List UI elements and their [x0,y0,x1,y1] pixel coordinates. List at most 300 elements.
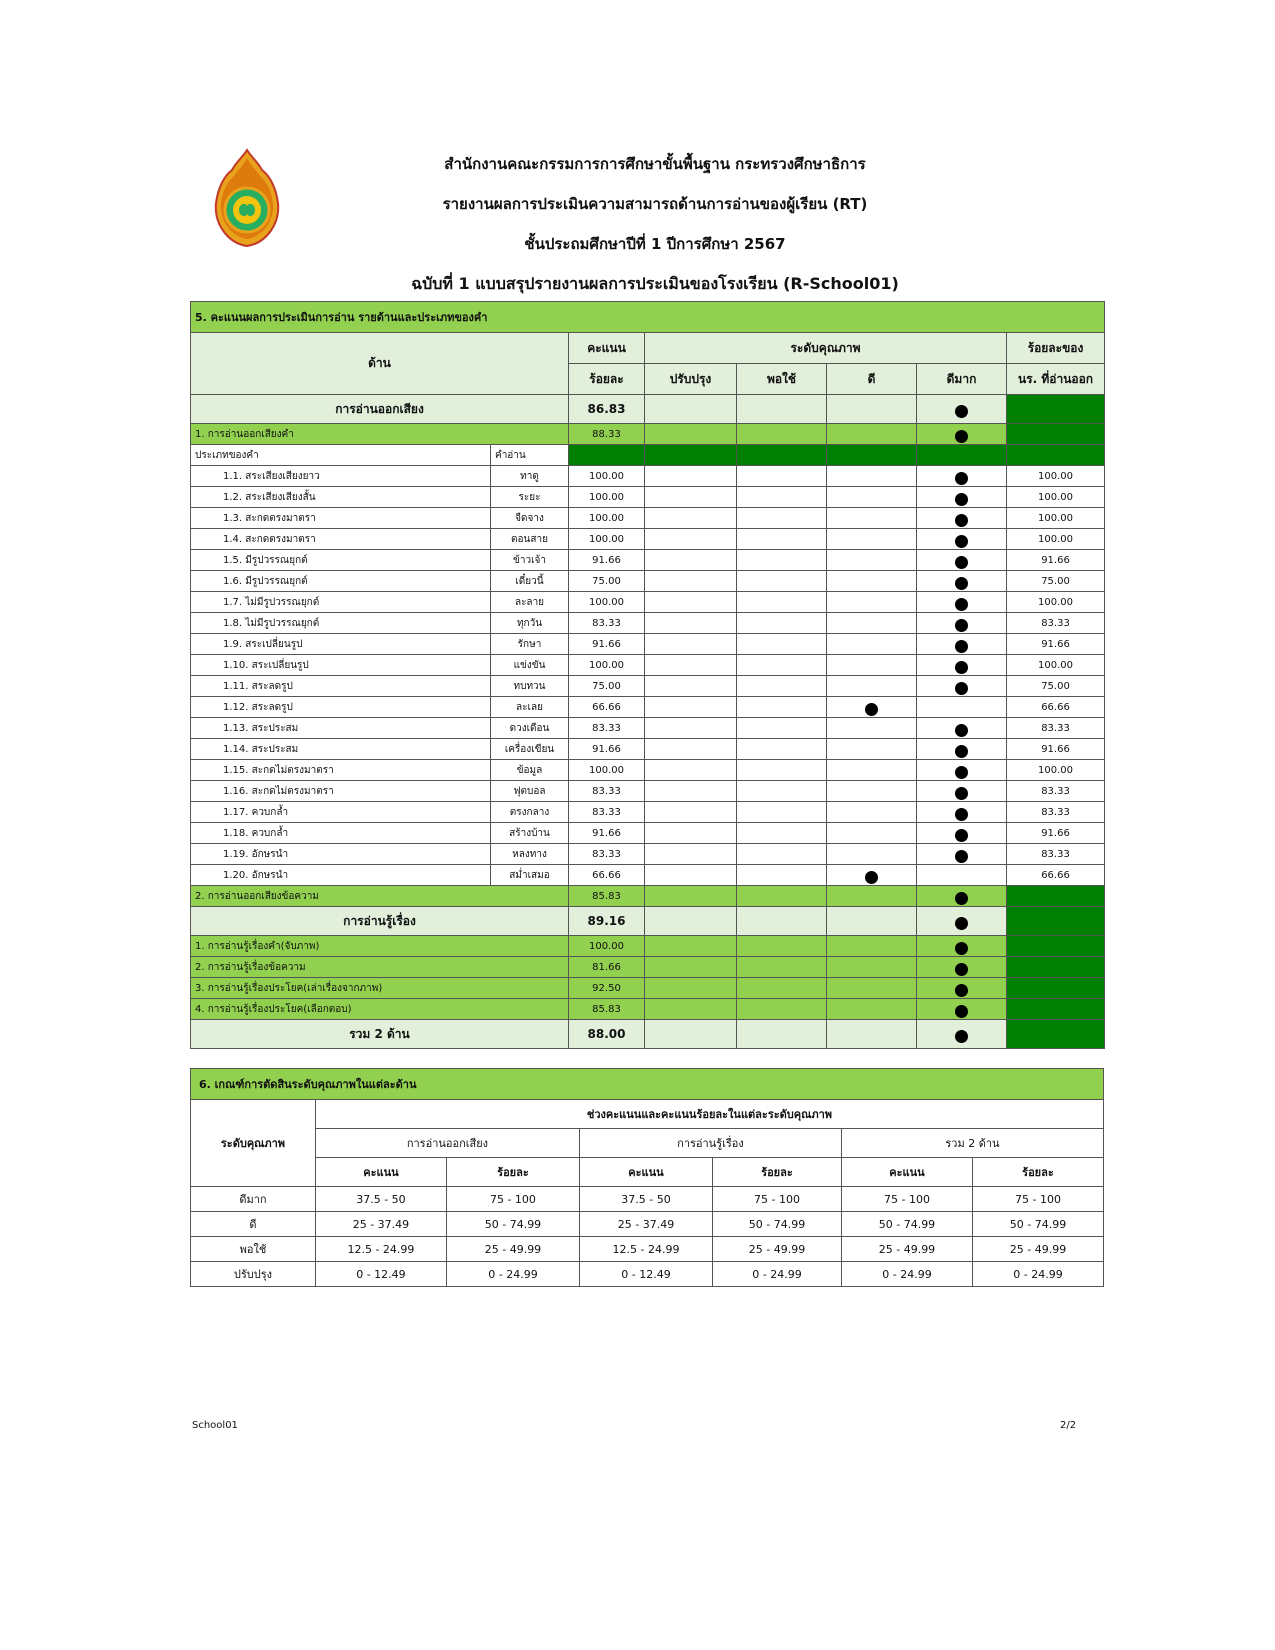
word-level-cell [737,781,827,802]
comp-item-row-level-cell [645,957,737,978]
comp-item-row-score: 81.66 [569,957,645,978]
oral-text-row-level-cell [827,886,917,907]
word-level-cell [645,466,737,487]
criteria-row [191,1187,1104,1212]
word-level-cell [917,739,1007,760]
word-level-cell [917,508,1007,529]
comp-item-row-score: 85.83 [569,999,645,1020]
word-pct: 83.33 [1007,802,1105,823]
word-level-cell [737,634,827,655]
word-level-cell [917,571,1007,592]
word-level-cell [827,844,917,865]
comp-item-row-level-cell [917,936,1007,957]
oral-text-row-level-cell [645,886,737,907]
word-type: 1.19. อักษรนำ [191,844,491,865]
word-score: 91.66 [569,550,645,571]
word-level-cell [645,487,737,508]
level-marker-dot [955,556,968,569]
word-score: 100.00 [569,508,645,529]
word-level-cell [737,613,827,634]
level-marker-dot [955,598,968,611]
word-score: 91.66 [569,739,645,760]
word-level-cell [645,865,737,886]
level-marker-dot [955,892,968,905]
word-level-cell [827,613,917,634]
word-level-cell [737,571,827,592]
level-marker-dot [865,871,878,884]
criteria-level: ปรับปรุง [191,1262,316,1287]
level-marker-dot [955,430,968,443]
word-level-cell [645,844,737,865]
comp-summary-row-level-cell [645,907,737,936]
word-level-cell [917,781,1007,802]
word-type: 1.14. สระประสม [191,739,491,760]
comp-item-row-score: 100.00 [569,936,645,957]
word-level-cell [917,865,1007,886]
word-row [191,655,1105,676]
criteria-range: 25 - 49.99 [972,1237,1103,1262]
word-level-cell [737,529,827,550]
total-row-score: 88.00 [569,1020,645,1049]
criteria-range: 0 - 24.99 [972,1262,1103,1287]
level-marker-dot [955,745,968,758]
criteria-range: 12.5 - 24.99 [579,1237,712,1262]
word-text: ละเลย [491,697,569,718]
crit-group-total: รวม 2 ด้าน [841,1129,1103,1158]
total-row-pct [1007,1020,1105,1049]
word-level-cell [827,634,917,655]
word-level-cell [645,781,737,802]
level-marker-dot [955,1030,968,1043]
criteria-range: 25 - 49.99 [446,1237,579,1262]
word-level-cell [737,865,827,886]
oral-words-row-pct [1007,424,1105,445]
word-pct: 100.00 [1007,760,1105,781]
word-text: สร้างบ้าน [491,823,569,844]
criteria-row [191,1212,1104,1237]
word-level-cell [917,844,1007,865]
word-level-cell [827,487,917,508]
col-pct-subheader: นร. ที่อ่านออก [1007,364,1105,395]
level-marker-dot [955,682,968,695]
word-type: 1.16. สะกดไม่ตรงมาตรา [191,781,491,802]
word-level-cell [917,823,1007,844]
word-score: 83.33 [569,613,645,634]
crit-sub-score: คะแนน [841,1158,972,1187]
word-text: ทบทวน [491,676,569,697]
comp-item-row-pct [1007,936,1105,957]
comp-item-row-label: 1. การอ่านรู้เรื่องคำ(จับภาพ) [191,936,569,957]
comp-item-row-pct [1007,999,1105,1020]
criteria-range: 25 - 49.99 [841,1237,972,1262]
comp-item-row-level-cell [827,957,917,978]
footer-school-code: School01 [192,1420,238,1431]
word-level-cell [737,802,827,823]
criteria-table [190,1068,1104,1287]
word-level-cell [737,760,827,781]
section5-title: 5. คะแนนผลการประเมินการอ่าน รายด้านและประเภทของคำ [191,302,1105,333]
word-type: 1.8. ไม่มีรูปวรรณยุกต์ [191,613,491,634]
comp-item-row-level-cell [737,999,827,1020]
word-level-cell [737,655,827,676]
criteria-row [191,1237,1104,1262]
word-text: ข้อมูล [491,760,569,781]
criteria-range: 12.5 - 24.99 [315,1237,446,1262]
word-text: สม่ำเสมอ [491,865,569,886]
word-type: 1.5. มีรูปวรรณยุกต์ [191,550,491,571]
comp-item-row-level-cell [917,978,1007,999]
word-type: 1.13. สระประสม [191,718,491,739]
level-marker-dot [955,405,968,418]
oral-words-row-level-cell [645,424,737,445]
word-level-cell [737,550,827,571]
word-level-cell [827,529,917,550]
crit-range-header: ช่วงคะแนนและคะแนนร้อยละในแต่ละระดับคุณภาพ [315,1100,1103,1129]
criteria-range: 25 - 37.49 [315,1212,446,1237]
level-marker-dot [955,577,968,590]
oral-summary-row-level-cell [827,395,917,424]
crit-sub-score: คะแนน [579,1158,712,1187]
criteria-range: 25 - 49.99 [712,1237,841,1262]
word-row [191,592,1105,613]
word-level-cell [737,823,827,844]
oral-text-row-level-cell [917,886,1007,907]
word-level-cell [645,760,737,781]
word-level-cell [827,697,917,718]
word-row [191,613,1105,634]
word-header-fill [645,445,737,466]
word-type: 1.12. สระลดรูป [191,697,491,718]
header-grade-year: ชั้นประถมศึกษาปีที่ 1 ปีการศึกษา 2567 [524,235,786,253]
word-text: ทาดู [491,466,569,487]
word-text: ระยะ [491,487,569,508]
word-type: 1.10. สระเปลี่ยนรูป [191,655,491,676]
col-level-excellent: ดีมาก [917,364,1007,395]
reading-score-table [190,301,1105,1049]
word-level-cell [917,613,1007,634]
level-marker-dot [955,661,968,674]
word-row [191,634,1105,655]
word-pct: 91.66 [1007,634,1105,655]
criteria-range: 0 - 24.99 [841,1262,972,1287]
comp-item-row-level-cell [917,999,1007,1020]
level-marker-dot [955,808,968,821]
word-score: 83.33 [569,802,645,823]
comp-summary-row-pct [1007,907,1105,936]
word-type-label: ประเภทของคำ [191,445,491,466]
word-level-cell [737,739,827,760]
word-level-cell [917,487,1007,508]
word-level-cell [737,718,827,739]
comp-item-row [191,999,1105,1020]
criteria-range: 75 - 100 [712,1187,841,1212]
level-marker-dot [955,829,968,842]
comp-item-row-label: 4. การอ่านรู้เรื่องประโยค(เลือกตอบ) [191,999,569,1020]
comp-item-row-level-cell [645,999,737,1020]
level-marker-dot [955,619,968,632]
word-level-cell [645,802,737,823]
word-pct: 83.33 [1007,844,1105,865]
word-text: เครื่องเขียน [491,739,569,760]
word-level-cell [917,676,1007,697]
word-level-cell [917,655,1007,676]
word-level-cell [827,508,917,529]
word-level-cell [827,739,917,760]
comp-summary-row-level-cell [737,907,827,936]
word-row [191,760,1105,781]
comp-item-row-level-cell [827,999,917,1020]
word-pct: 83.33 [1007,613,1105,634]
section6-title: 6. เกณฑ์การตัดสินระดับคุณภาพในแต่ละด้าน [191,1069,1104,1100]
oral-text-row [191,886,1105,907]
header-form-title: ฉบับที่ 1 แบบสรุปรายงานผลการประเมินของโรงเรียน (R-School01) [411,274,899,293]
oral-words-row-label: 1. การอ่านออกเสียงคำ [191,424,569,445]
word-score: 83.33 [569,844,645,865]
word-type: 1.17. ควบกล้ำ [191,802,491,823]
word-text: ฟุตบอล [491,781,569,802]
word-type: 1.7. ไม่มีรูปวรรณยุกต์ [191,592,491,613]
word-level-cell [645,718,737,739]
word-header-fill [569,445,645,466]
comp-summary-row-score: 89.16 [569,907,645,936]
total-row-level-cell [737,1020,827,1049]
oral-words-row-level-cell [737,424,827,445]
total-row-level-cell [917,1020,1007,1049]
word-pct: 100.00 [1007,592,1105,613]
comp-item-row-level-cell [917,957,1007,978]
crit-sub-pct: ร้อยละ [972,1158,1103,1187]
word-level-cell [645,676,737,697]
word-score: 75.00 [569,676,645,697]
word-score: 100.00 [569,760,645,781]
oral-text-row-score: 85.83 [569,886,645,907]
word-text: ข้าวเจ้า [491,550,569,571]
word-level-cell [917,550,1007,571]
word-level-cell [827,466,917,487]
word-type: 1.20. อักษรนำ [191,865,491,886]
word-pct: 100.00 [1007,466,1105,487]
total-row-label: รวม 2 ด้าน [191,1020,569,1049]
word-level-cell [827,655,917,676]
word-level-cell [917,529,1007,550]
word-header-fill [737,445,827,466]
word-level-cell [737,508,827,529]
word-level-cell [917,760,1007,781]
criteria-range: 0 - 24.99 [446,1262,579,1287]
comp-item-row-level-cell [827,978,917,999]
word-pct: 91.66 [1007,823,1105,844]
word-type: 1.15. สะกดไม่ตรงมาตรา [191,760,491,781]
criteria-range: 0 - 24.99 [712,1262,841,1287]
oral-summary-row-score: 86.83 [569,395,645,424]
word-level-cell [827,550,917,571]
level-marker-dot [955,514,968,527]
total-row [191,1020,1105,1049]
word-row [191,802,1105,823]
word-pct: 100.00 [1007,487,1105,508]
word-row [191,739,1105,760]
word-level-cell [827,571,917,592]
word-row [191,781,1105,802]
word-score: 91.66 [569,634,645,655]
col-score-subheader: ร้อยละ [569,364,645,395]
oral-words-row-level-cell [827,424,917,445]
word-text: ละลาย [491,592,569,613]
oral-summary-row [191,395,1105,424]
col-level-fair: พอใช้ [737,364,827,395]
word-score: 100.00 [569,592,645,613]
criteria-range: 37.5 - 50 [315,1187,446,1212]
word-level-cell [917,697,1007,718]
word-row [191,550,1105,571]
comp-item-row-score: 92.50 [569,978,645,999]
word-level-cell [645,613,737,634]
oral-words-row [191,424,1105,445]
word-level-cell [827,760,917,781]
word-level-cell [827,676,917,697]
word-type: 1.2. สระเสียงเสียงสั้น [191,487,491,508]
word-score: 100.00 [569,487,645,508]
word-text: รักษา [491,634,569,655]
col-pct-header: ร้อยละของ [1007,333,1105,364]
crit-sub-score: คะแนน [315,1158,446,1187]
word-text: ทุกวัน [491,613,569,634]
comp-item-row-label: 3. การอ่านรู้เรื่องประโยค(เล่าเรื่องจากภาพ) [191,978,569,999]
word-row [191,697,1105,718]
word-row [191,571,1105,592]
comp-summary-row-level-cell [917,907,1007,936]
criteria-range: 75 - 100 [972,1187,1103,1212]
word-text: ตรงกลาง [491,802,569,823]
level-marker-dot [865,703,878,716]
word-level-cell [737,676,827,697]
level-marker-dot [955,984,968,997]
word-text: แข่งขัน [491,655,569,676]
word-type: 1.3. สะกดตรงมาตรา [191,508,491,529]
oral-summary-row-label: การอ่านออกเสียง [191,395,569,424]
word-level-cell [827,865,917,886]
word-row [191,487,1105,508]
level-marker-dot [955,1005,968,1018]
comp-item-row [191,957,1105,978]
word-pct: 100.00 [1007,529,1105,550]
oral-words-row-level-cell [917,424,1007,445]
comp-item-row-level-cell [737,936,827,957]
word-pct: 75.00 [1007,676,1105,697]
criteria-range: 25 - 37.49 [579,1212,712,1237]
word-level-cell [737,697,827,718]
word-score: 100.00 [569,466,645,487]
word-score: 66.66 [569,865,645,886]
word-level-cell [645,529,737,550]
word-type: 1.6. มีรูปวรรณยุกต์ [191,571,491,592]
comp-item-row-level-cell [737,978,827,999]
word-level-cell [645,634,737,655]
word-score: 100.00 [569,655,645,676]
word-level-cell [827,802,917,823]
criteria-level: ดี [191,1212,316,1237]
criteria-range: 75 - 100 [841,1187,972,1212]
word-pct: 100.00 [1007,655,1105,676]
word-text: จืดจาง [491,508,569,529]
word-row [191,529,1105,550]
footer-page-number: 2/2 [1060,1420,1077,1431]
criteria-range: 50 - 74.99 [712,1212,841,1237]
criteria-range: 0 - 12.49 [315,1262,446,1287]
word-level-cell [645,655,737,676]
crit-group-oral: การอ่านออกเสียง [315,1129,579,1158]
word-score: 83.33 [569,718,645,739]
word-text: ตอนสาย [491,529,569,550]
level-marker-dot [955,917,968,930]
word-pct: 66.66 [1007,865,1105,886]
word-level-cell [917,718,1007,739]
word-header-fill [827,445,917,466]
word-score: 83.33 [569,781,645,802]
criteria-range: 75 - 100 [446,1187,579,1212]
word-pct: 91.66 [1007,739,1105,760]
word-level-cell [917,592,1007,613]
word-row [191,844,1105,865]
comp-item-row [191,936,1105,957]
oral-summary-row-pct [1007,395,1105,424]
word-level-cell [737,487,827,508]
word-level-cell [645,592,737,613]
criteria-range: 50 - 74.99 [972,1212,1103,1237]
word-row [191,466,1105,487]
word-type: 1.4. สะกดตรงมาตรา [191,529,491,550]
col-area-header: ด้าน [191,333,569,395]
word-level-cell [827,823,917,844]
comp-item-row-level-cell [737,957,827,978]
oral-text-row-label: 2. การอ่านออกเสียงข้อความ [191,886,569,907]
word-row [191,508,1105,529]
col-level-improve: ปรับปรุง [645,364,737,395]
criteria-row [191,1262,1104,1287]
total-row-level-cell [645,1020,737,1049]
word-type: 1.11. สระลดรูป [191,676,491,697]
crit-level-header: ระดับคุณภาพ [191,1100,316,1187]
comp-item-row-level-cell [645,978,737,999]
word-text: ดวงเดือน [491,718,569,739]
word-text: หลงทาง [491,844,569,865]
word-row [191,676,1105,697]
criteria-range: 37.5 - 50 [579,1187,712,1212]
level-marker-dot [955,640,968,653]
word-level-cell [917,466,1007,487]
word-pct: 66.66 [1007,697,1105,718]
word-level-cell [917,634,1007,655]
word-row [191,865,1105,886]
crit-sub-pct: ร้อยละ [446,1158,579,1187]
word-score: 75.00 [569,571,645,592]
word-pct: 91.66 [1007,550,1105,571]
criteria-range: 50 - 74.99 [841,1212,972,1237]
word-score: 66.66 [569,697,645,718]
oral-text-row-level-cell [737,886,827,907]
header-agency: สำนักงานคณะกรรมการการศึกษาขั้นพื้นฐาน กระทรวงศึกษาธิการ [444,155,866,173]
comp-summary-row [191,907,1105,936]
level-marker-dot [955,724,968,737]
word-level-cell [645,571,737,592]
level-marker-dot [955,787,968,800]
word-pct: 83.33 [1007,781,1105,802]
word-level-cell [645,823,737,844]
word-level-cell [737,592,827,613]
word-level-cell [645,508,737,529]
word-level-cell [737,466,827,487]
word-col-label: คำอ่าน [491,445,569,466]
